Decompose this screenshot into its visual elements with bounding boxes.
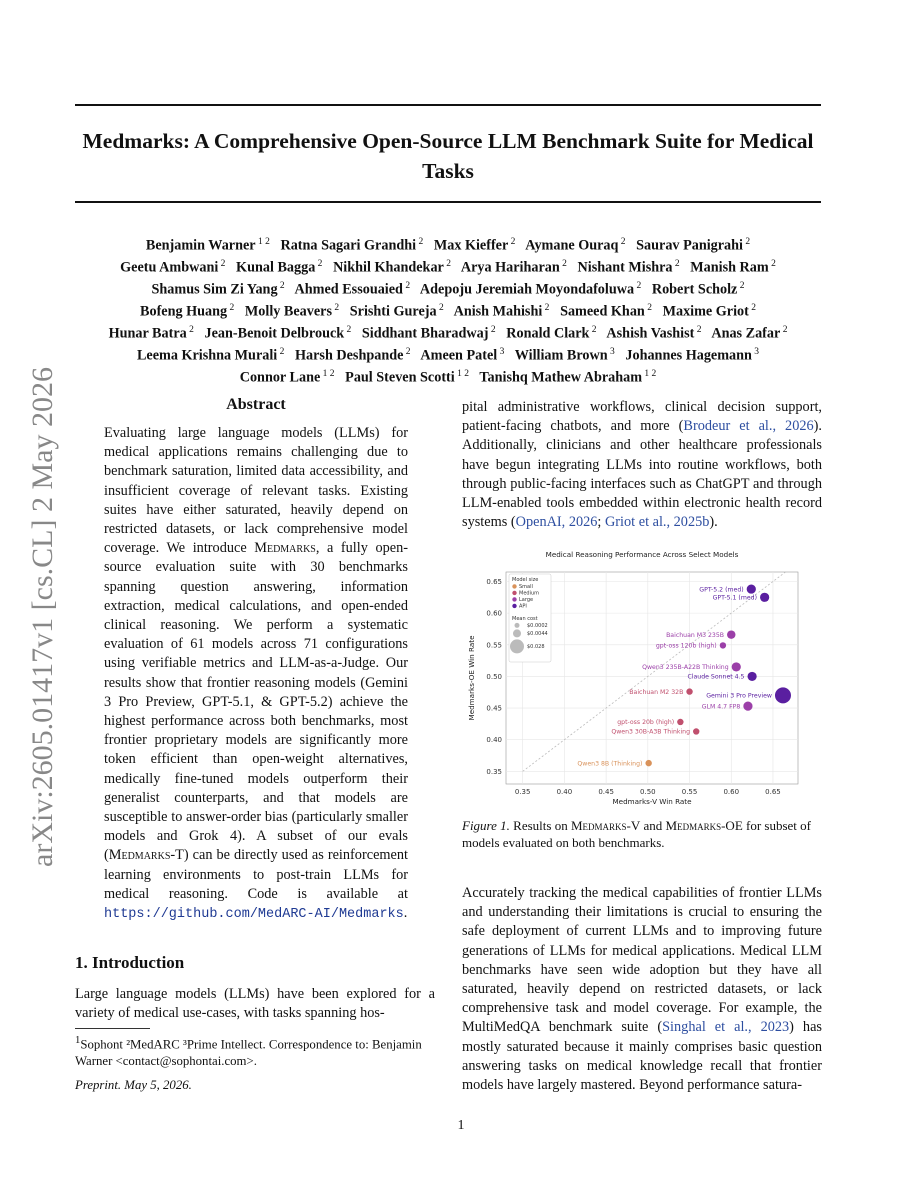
data-point <box>748 672 757 681</box>
author-name: Srishti Gureja <box>349 303 437 320</box>
y-tick-label: 0.35 <box>486 767 502 776</box>
author-affiliation: 2 <box>403 347 411 358</box>
author-name: William Brown <box>514 347 608 364</box>
section-heading-introduction: 1. Introduction <box>75 953 185 972</box>
author-affiliation: 2 <box>748 303 756 314</box>
data-label: Baichuan M2 32B <box>629 688 684 696</box>
author-affiliation: 2 <box>743 237 751 247</box>
data-point <box>775 687 791 703</box>
legend-cost-title: Mean cost <box>512 616 538 622</box>
x-tick-label: 0.50 <box>640 788 656 796</box>
author-name: Ameen Patel <box>420 347 498 364</box>
author-affiliation: 2 <box>277 347 285 358</box>
author-affiliation: 2 <box>737 281 745 292</box>
legend-size-label: Small <box>519 584 533 590</box>
data-point <box>760 593 769 602</box>
author-name: Kunal Bagga <box>236 259 316 276</box>
author-name: Ahmed Essouaied <box>294 281 403 298</box>
chart-title: Medical Reasoning Performance Across Select Models <box>545 550 739 559</box>
data-label: GPT-5.2 (med) <box>699 586 744 594</box>
author-affiliation: 2 <box>542 303 550 314</box>
citation-link[interactable]: Griot et al., 2025b <box>604 514 710 531</box>
legend-size-label: API <box>519 603 527 610</box>
author-name: Benjamin Warner <box>145 237 256 254</box>
author-line <box>75 299 821 321</box>
author-affiliation: 2 <box>694 325 702 336</box>
legend-cost-marker <box>515 623 520 628</box>
y-tick-label: 0.60 <box>486 609 502 618</box>
data-point <box>645 760 651 766</box>
author-affiliation: 2 <box>589 325 597 336</box>
y-tick-label: 0.40 <box>486 736 502 745</box>
author-name: Ronald Clark <box>506 325 590 342</box>
author-name: Manish Ram <box>690 259 769 276</box>
data-label: Qwen3 30B-A3B Thinking <box>611 728 691 736</box>
author-affiliation: 2 <box>508 237 516 247</box>
x-tick-label: 0.45 <box>598 788 614 796</box>
author-affiliation: 2 <box>344 325 352 336</box>
legend-size-marker <box>512 584 516 588</box>
legend-cost-label: $0.0044 <box>527 631 548 637</box>
legend-size-marker <box>512 591 516 595</box>
legend-cost-marker <box>510 639 524 653</box>
author-line <box>75 233 821 255</box>
arxiv-identifier: arXiv:2605.01417v1 [cs.CL] 2 May 2026 <box>26 367 59 867</box>
y-tick-label: 0.55 <box>486 641 502 650</box>
legend-cost-label: $0.0002 <box>527 623 548 629</box>
author-name: Max Kieffer <box>433 237 509 254</box>
author-affiliation: 1 2 <box>255 237 270 247</box>
author-affiliation: 2 <box>618 237 626 247</box>
data-label: Baichuan M3 235B <box>666 631 725 639</box>
y-tick-label: 0.50 <box>486 672 502 681</box>
author-line <box>75 255 821 277</box>
author-affiliation: 2 <box>218 259 226 270</box>
author-line <box>75 343 821 365</box>
legend-cost-label: $0.028 <box>527 644 545 650</box>
legend-cost-marker <box>513 629 521 637</box>
legend-size-label: Large <box>519 597 534 603</box>
right-column-bottom-text: Accurately tracking the medical capabilities of frontier LLMs and understanding their limitations is crucial to ensuring the safe deployment of current LLMs and to improving future generations of LLMs for medical applications. Medical LLM benchmarks have seen wide adoption but they have all saturated, heavily depend on restricted datasets, or lack comprehensive task and model coverage. For example, the MultiMedQA benchmark suite (Singhal et al., 2023) has mostly saturated because it mainly comprises basic question answering tasks on medical knowledge recall that frontier models have largely mastered. Beyond performance satura- <box>462 885 822 1094</box>
data-point <box>727 630 735 638</box>
y-tick-label: 0.65 <box>486 577 502 586</box>
author-name: Ratna Sagari Grandhi <box>280 237 417 254</box>
author-affiliation: 2 <box>634 281 642 292</box>
author-name: Leema Krishna Murali <box>136 347 278 364</box>
author-affiliation: 3 <box>751 347 760 358</box>
x-tick-label: 0.60 <box>723 788 740 796</box>
author-affiliation: 2 <box>315 259 323 270</box>
author-name: Johannes Hagemann <box>625 347 752 364</box>
data-label: Qwen3 235B-A22B Thinking <box>642 664 729 672</box>
code-link[interactable]: https://github.com/MedARC-AI/Medmarks <box>104 907 404 923</box>
author-affiliation: 3 <box>607 347 615 358</box>
data-label: gpt-oss 120b (high) <box>655 642 717 650</box>
y-axis-label: Medmarks-OE Win Rate <box>467 635 476 721</box>
citation-link[interactable]: Singhal et al., 2023 <box>662 1019 790 1036</box>
data-label: GPT-5.1 (med) <box>712 594 758 602</box>
data-point <box>743 702 752 711</box>
author-affiliation: 2 <box>416 237 424 247</box>
title-line-2: Tasks <box>422 159 474 183</box>
author-line <box>75 365 821 387</box>
author-name: Bofeng Huang <box>140 303 228 320</box>
data-label: Claude Sonnet 4.5 <box>687 673 745 681</box>
legend-size-marker <box>512 604 516 608</box>
x-axis-label: Medmarks-V Win Rate <box>612 797 692 806</box>
abstract-body: Evaluating large language models (LLMs) for medical applications remains challenging due to benchmark saturation, limited data accessibility, and insufficient coverage of relevant tasks. Existing suites have either saturated, heavily depend on restricted datasets, or lack comprehensive model coverage. We introduce Medmarks, a fully open-source evaluation suite with 30 benchmarks spanning question answering, information extraction, medical calculations, and open-ended clinical reasoning. We perform a systematic evaluation of 61 models across 71 configurations using verifiable metrics and LLM-as-a-Judge. Our results show that frontier reasoning models (Gemini 3 Pro Preview, GPT-5.1, & GPT-5.2) achieve the highest performance across both benchmarks, most frontier proprietary models are significantly more token efficient than open-weight alternatives, medically fine-tuned models outperform their generalist counterparts, and that models are susceptible to answer-order bias (particularly smaller models and Grok 4). A subset of our evals (Medmarks-T) can be directly used as reinforcement learning environments to post-train LLMs for medical reasoning. Code is available at https://github.com/MedARC-AI/Medmarks. <box>104 425 408 923</box>
preprint-date: Preprint. May 5, 2026. <box>75 1078 192 1092</box>
author-name: Sameed Khan <box>560 303 645 320</box>
x-tick-label: 0.35 <box>514 788 531 796</box>
author-affiliation: 1 2 <box>320 369 335 380</box>
author-name: Ashish Vashist <box>606 325 695 342</box>
author-name: Jean-Benoit Delbrouck <box>204 325 345 342</box>
affiliation-footnote: $^1$Sophont ²MedARC ³Prime Intellect. Correspondence to: Benjamin Warner <contact@sophontai.com>. <box>75 1035 422 1069</box>
figure-1-scatter-chart <box>462 546 822 808</box>
author-affiliation: 2 <box>443 259 451 270</box>
data-label: Qwen3 8B (Thinking) <box>577 760 643 768</box>
author-line <box>75 277 821 299</box>
legend-size-title: Model size <box>512 577 539 583</box>
author-name: Hunar Batra <box>108 325 187 342</box>
author-name: Saurav Panigrahi <box>636 237 743 254</box>
author-line <box>75 321 821 343</box>
data-point <box>720 642 726 648</box>
author-affiliation: 3 <box>497 347 505 358</box>
author-affiliation: 2 <box>402 281 411 292</box>
author-name: Adepoju Jeremiah Moyondafoluwa <box>419 281 635 298</box>
data-point <box>686 688 692 694</box>
author-affiliation: 2 <box>644 303 652 314</box>
author-affiliation: 2 <box>559 259 567 270</box>
title-bottom-rule <box>75 201 821 203</box>
author-name: Tanishq Mathew Abraham <box>479 369 643 386</box>
introduction-text: Large language models (LLMs) have been explored for a variety of medical use-cases, with tasks spanning hos- <box>75 986 435 1022</box>
data-point <box>732 662 741 671</box>
citation-link[interactable]: Brodeur et al., 2026 <box>683 418 814 435</box>
data-label: Gemini 3 Pro Preview <box>706 692 772 700</box>
author-affiliation: 2 <box>331 303 340 314</box>
legend-size-marker <box>512 597 516 601</box>
author-affiliation: 2 <box>768 259 776 270</box>
author-name: Robert Scholz <box>651 281 738 298</box>
author-list <box>75 233 821 387</box>
author-name: Geetu Ambwani <box>120 259 219 276</box>
author-name: Maxime Griot <box>662 303 749 320</box>
abstract-heading: Abstract <box>226 396 286 413</box>
author-affiliation: 2 <box>436 303 444 314</box>
author-affiliation: 2 <box>186 325 194 336</box>
author-affiliation: 2 <box>277 281 285 292</box>
author-name: Connor Lane <box>239 369 321 386</box>
author-affiliation: 2 <box>672 259 680 270</box>
author-name: Arya Hariharan <box>460 259 560 276</box>
author-affiliation: 2 <box>488 325 496 336</box>
legend-size-label: Medium <box>519 590 539 597</box>
author-name: Anas Zafar <box>711 325 781 342</box>
author-name: Nishant Mishra <box>577 259 673 276</box>
author-name: Anish Mahishi <box>453 303 543 320</box>
data-point <box>677 719 683 725</box>
paper-title <box>75 126 821 186</box>
author-name: Aymane Ouraq <box>525 237 619 254</box>
author-affiliation: 2 <box>780 325 788 336</box>
author-name: Harsh Deshpande <box>295 347 404 364</box>
right-column-top-text: pital administrative workflows, clinical decision support, patient-facing chatbots, and more (Brodeur et al., 2026). Additionally, clinicians and other healthcare professionals have begun integrating LLMs into routine workflows, both through public-facing interfaces such as ChatGPT and through LLM-enabled tools embedded within electronic health record systems (OpenAI, 2026; Griot et al., 2025b). <box>462 399 822 531</box>
author-affiliation: 1 2 <box>454 369 469 380</box>
data-label: GLM 4.7 FP8 <box>701 703 741 711</box>
x-tick-label: 0.55 <box>681 788 698 796</box>
y-tick-label: 0.45 <box>486 704 502 713</box>
page-number: 1 <box>457 1118 465 1133</box>
author-name: Shamus Sim Zi Yang <box>151 281 278 298</box>
x-tick-label: 0.65 <box>765 788 781 796</box>
author-affiliation: 2 <box>227 303 235 314</box>
author-name: Siddhant Bharadwaj <box>361 325 489 342</box>
author-name: Paul Steven Scotti <box>345 369 455 386</box>
x-tick-label: 0.40 <box>556 788 573 796</box>
data-point <box>747 584 756 593</box>
data-label: gpt-oss 20b (high) <box>617 719 675 727</box>
author-name: Nikhil Khandekar <box>333 259 444 276</box>
figure-caption: Figure 1. Results on Medmarks-V and Medmarks-OE for subset of models evaluated on both benchmarks. <box>462 818 812 850</box>
data-point <box>693 728 699 734</box>
citation-link[interactable]: OpenAI, 2026 <box>515 514 598 531</box>
author-name: Molly Beavers <box>244 303 332 320</box>
footnote-divider <box>75 1028 150 1029</box>
author-affiliation: 1 2 <box>642 369 657 380</box>
title-line-1: Medmarks: A Comprehensive Open-Source LLM Benchmark Suite for Medical <box>82 129 814 153</box>
title-top-rule <box>75 104 821 106</box>
